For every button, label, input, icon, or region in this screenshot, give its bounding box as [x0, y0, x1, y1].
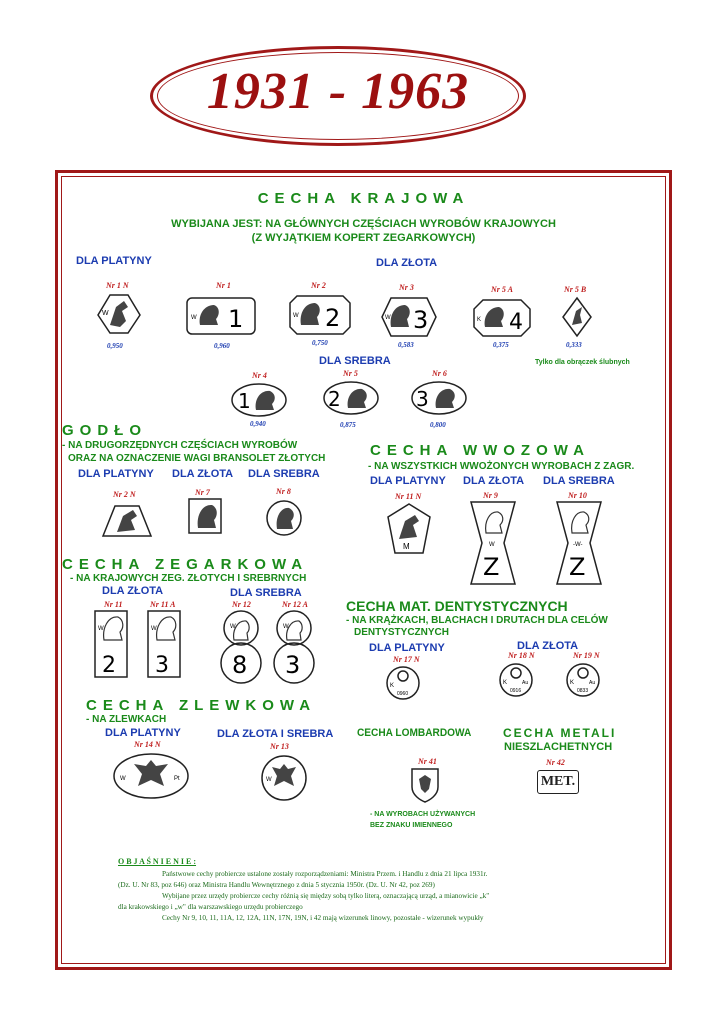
zlewkowa-title: CECHA ZLEWKOWA — [86, 697, 317, 714]
mark-nr-42-label: Nr 42 — [546, 758, 565, 767]
svg-text:K: K — [477, 317, 482, 323]
svg-text:Z: Z — [569, 553, 586, 581]
wwozowa-desc: - NA WSZYSTKICH WWOŻONYCH WYROBACH Z ZAGR. — [368, 461, 635, 472]
dentyst-zlota-label: DLA ZŁOTA — [517, 640, 579, 652]
mark-nr-18n-label: Nr 18 N — [508, 651, 535, 660]
ring-note: Tylko dla obrączek ślubnych — [535, 359, 630, 366]
svg-text:K: K — [503, 680, 508, 686]
dentyst-title: CECHA MAT. DENTYSTYCZNYCH — [346, 598, 568, 614]
svg-text:K: K — [390, 683, 395, 689]
svg-text:Pt: Pt — [174, 776, 180, 782]
mark-nr-1n-value: 0,950 — [107, 342, 123, 350]
eagle-gold-silver-mark-icon — [260, 754, 308, 802]
dental-platinum-mark-icon — [385, 665, 421, 701]
svg-text:3: 3 — [416, 387, 429, 411]
zegarkowa-title: CECHA ZEGARKOWA — [62, 556, 309, 573]
head-godlo-silver-mark-icon — [265, 499, 303, 537]
legend-title: O B J A Ś N I E N I E : — [118, 857, 197, 866]
wwozowa-title: CECHA WWOZOWA — [370, 442, 590, 459]
mark-nr-11n-label: Nr 11 N — [395, 492, 422, 501]
krajowa-platyna-label: DLA PLATYNY — [76, 255, 152, 267]
mark-nr-8-label: Nr 8 — [276, 487, 291, 496]
head-4-mark-icon — [473, 299, 531, 337]
dentyst-desc-1: - NA KRĄŻKACH, BLACHACH I DRUTACH DLA CELÓW — [346, 615, 608, 626]
svg-text:W: W — [489, 542, 495, 548]
svg-text:Au: Au — [522, 680, 529, 686]
mark-nr-5b-label: Nr 5 B — [564, 285, 587, 294]
mark-nr-14n-label: Nr 14 N — [134, 740, 161, 749]
horse-head-mark-icon — [96, 293, 142, 335]
mark-nr-3-value: 0,583 — [398, 341, 414, 349]
mark-nr-5a-label: Nr 5 A — [491, 285, 513, 294]
godlo-title: GODŁO — [62, 422, 147, 439]
mark-nr-13-label: Nr 13 — [270, 742, 289, 751]
svg-text:Z: Z — [483, 553, 500, 581]
krajowa-subtitle-2: (Z WYJĄTKIEM KOPERT ZEGARKOWYCH) — [251, 232, 476, 244]
svg-text:0960: 0960 — [397, 691, 409, 697]
svg-text:K: K — [570, 680, 575, 686]
hourglass-gold-mark-icon — [470, 501, 516, 585]
godlo-zlota-label: DLA ZŁOTA — [172, 468, 234, 480]
svg-text:1: 1 — [228, 305, 244, 333]
svg-text:W: W — [102, 310, 109, 317]
mark-nr-1-label: Nr 1 — [216, 281, 231, 290]
mark-nr-12-label: Nr 12 — [232, 600, 251, 609]
zegarkowa-srebra-label: DLA SREBRA — [230, 587, 302, 599]
lombardowa-desc-2: BEZ ZNAKU IMIENNEGO — [370, 822, 453, 829]
met-stamp: MET. — [537, 770, 579, 794]
svg-text:Au: Au — [589, 680, 596, 686]
legend-line-3: Wybijane przez urzędy probiercze cechy różnią się między sobą tylko literą, oznaczającą urząd, a mianowicie „k" — [162, 892, 490, 900]
mark-nr-10-label: Nr 10 — [568, 491, 587, 500]
mark-nr-4-value: 0,940 — [250, 420, 266, 428]
svg-text:8: 8 — [232, 651, 248, 679]
svg-text:0916: 0916 — [510, 688, 522, 694]
mark-nr-1n-label: Nr 1 N — [106, 281, 129, 290]
mark-nr-11-label: Nr 11 — [104, 600, 123, 609]
mark-nr-3-label: Nr 3 — [399, 283, 414, 292]
svg-text:W: W — [151, 626, 157, 632]
svg-text:W: W — [120, 776, 126, 782]
legend-line-2: (Dz. U. Nr 83, poz 646) oraz Ministra Handlu Wewnętrznego z dnia 5 stycznia 1950r. (Dz. U. Nr 42, poz 269) — [118, 881, 435, 889]
legend-line-5: Cechy Nr 9, 10, 11, 11A, 12, 12A, 11N, 17N, 19N, i 42 mają wizerunek linowy, pozostałe - wizerunek wypukły — [162, 914, 484, 922]
mark-nr-17n-label: Nr 17 N — [393, 655, 420, 664]
svg-text:W: W — [266, 777, 272, 783]
mark-nr-4-label: Nr 4 — [252, 371, 267, 380]
horse-import-mark-icon — [387, 503, 431, 555]
krajowa-srebra-label: DLA SREBRA — [319, 355, 391, 367]
mark-nr-5-value: 0,875 — [340, 421, 356, 429]
head-silver-3-mark-icon — [410, 380, 468, 416]
mark-nr-11a-label: Nr 11 A — [150, 600, 176, 609]
head-2-mark-icon — [289, 295, 351, 335]
svg-text:W: W — [230, 624, 236, 630]
svg-text:2: 2 — [325, 304, 341, 332]
lombardowa-title: CECHA LOMBARDOWA — [357, 727, 472, 739]
svg-text:2: 2 — [328, 387, 341, 411]
dental-gold-1-mark-icon — [498, 662, 534, 698]
mark-nr-5-label: Nr 5 — [343, 369, 358, 378]
mark-nr-1-value: 0,960 — [214, 342, 230, 350]
mark-nr-19n-label: Nr 19 N — [573, 651, 600, 660]
mark-nr-6-label: Nr 6 — [432, 369, 447, 378]
svg-text:1: 1 — [238, 389, 251, 413]
head-silver-2-mark-icon — [322, 380, 380, 416]
watch-gold-3-mark-icon — [147, 610, 181, 678]
wwozowa-platyna-label: DLA PLATYNY — [370, 475, 446, 487]
mark-nr-5a-value: 0,375 — [493, 341, 509, 349]
watch-gold-2-mark-icon — [94, 610, 128, 678]
watch-silver-8-mark-icon — [220, 610, 262, 684]
zlewkowa-desc: - NA ZLEWKACH — [86, 714, 167, 725]
head-silver-1-mark-icon — [230, 382, 288, 418]
zegarkowa-zlota-label: DLA ZŁOTA — [102, 585, 164, 597]
svg-text:W: W — [98, 626, 104, 632]
lombardowa-desc-1: - NA WYROBACH UŻYWANYCH — [370, 811, 476, 818]
mark-nr-2-label: Nr 2 — [311, 281, 326, 290]
krajowa-title: CECHA KRAJOWA — [257, 190, 470, 207]
zegarkowa-desc: - NA KRAJOWYCH ZEG. ZŁOTYCH I SREBRNYCH — [70, 573, 307, 584]
wwozowa-srebra-label: DLA SREBRA — [543, 475, 615, 487]
svg-text:3: 3 — [155, 653, 169, 678]
horse-godlo-mark-icon — [101, 500, 153, 538]
mark-nr-5b-value: 0,333 — [566, 341, 582, 349]
svg-text:W: W — [385, 315, 391, 321]
godlo-srebra-label: DLA SREBRA — [248, 468, 320, 480]
svg-text:-W-: -W- — [573, 542, 583, 548]
page-title: 1931 - 1963 — [206, 63, 470, 120]
eagle-platinum-mark-icon — [112, 752, 190, 800]
metale-subtitle: NIESZLACHETNYCH — [504, 741, 613, 753]
head-3-mark-icon — [381, 297, 437, 337]
svg-text:3: 3 — [285, 651, 301, 679]
zlewkowa-zlota-srebra-label: DLA ZŁOTA I SREBRA — [217, 728, 334, 740]
mark-nr-7-label: Nr 7 — [195, 488, 210, 497]
svg-text:0833: 0833 — [577, 688, 589, 694]
mark-nr-2-value: 0,750 — [312, 339, 328, 347]
mark-nr-9-label: Nr 9 — [483, 491, 498, 500]
svg-text:4: 4 — [509, 310, 523, 335]
legend-line-4: dla krakowskiego i „w" dla warszawskiego urzędu probierczego — [118, 903, 303, 911]
mark-nr-2n-label: Nr 2 N — [113, 490, 136, 499]
watch-silver-3-mark-icon — [273, 610, 315, 684]
godlo-platyna-label: DLA PLATYNY — [78, 468, 154, 480]
wwozowa-zlota-label: DLA ZŁOTA — [463, 475, 525, 487]
hourglass-silver-mark-icon — [556, 501, 602, 585]
mark-nr-41-label: Nr 41 — [418, 757, 437, 766]
svg-text:M: M — [403, 542, 410, 551]
metale-title: CECHA METALI — [503, 726, 617, 740]
svg-text:W: W — [283, 624, 289, 630]
shield-pawn-mark-icon — [410, 767, 440, 803]
krajowa-subtitle-1: WYBIJANA JEST: NA GŁÓWNYCH CZĘŚCIACH WYROBÓW KRAJOWYCH — [171, 218, 556, 230]
mark-nr-12a-label: Nr 12 A — [282, 600, 308, 609]
mark-nr-6-value: 0,800 — [430, 421, 446, 429]
diamond-mark-icon — [562, 297, 592, 337]
svg-text:3: 3 — [413, 306, 429, 334]
zlewkowa-platyna-label: DLA PLATYNY — [105, 727, 181, 739]
head-godlo-gold-mark-icon — [188, 498, 222, 534]
svg-text:W: W — [293, 313, 299, 319]
godlo-desc-2: ORAZ NA OZNACZENIE WAGI BRANSOLET ZŁOTYCH — [68, 453, 326, 464]
dentyst-desc-2: DENTYSTYCZNYCH — [354, 627, 450, 638]
dentyst-platyna-label: DLA PLATYNY — [369, 642, 445, 654]
legend-line-1: Państwowe cechy probiercze ustalone zostały rozporządzeniami: Ministra Przem. i Handlu z dnia 21 lipca 1931r. — [162, 870, 488, 878]
svg-text:2: 2 — [102, 653, 116, 678]
head-1-mark-icon — [186, 297, 256, 335]
svg-text:W: W — [191, 315, 197, 321]
godlo-desc-1: - NA DRUGORZĘDNYCH CZĘŚCIACH WYROBÓW — [62, 440, 298, 451]
krajowa-zlota-label: DLA ZŁOTA — [376, 257, 438, 269]
dental-gold-2-mark-icon — [565, 662, 601, 698]
